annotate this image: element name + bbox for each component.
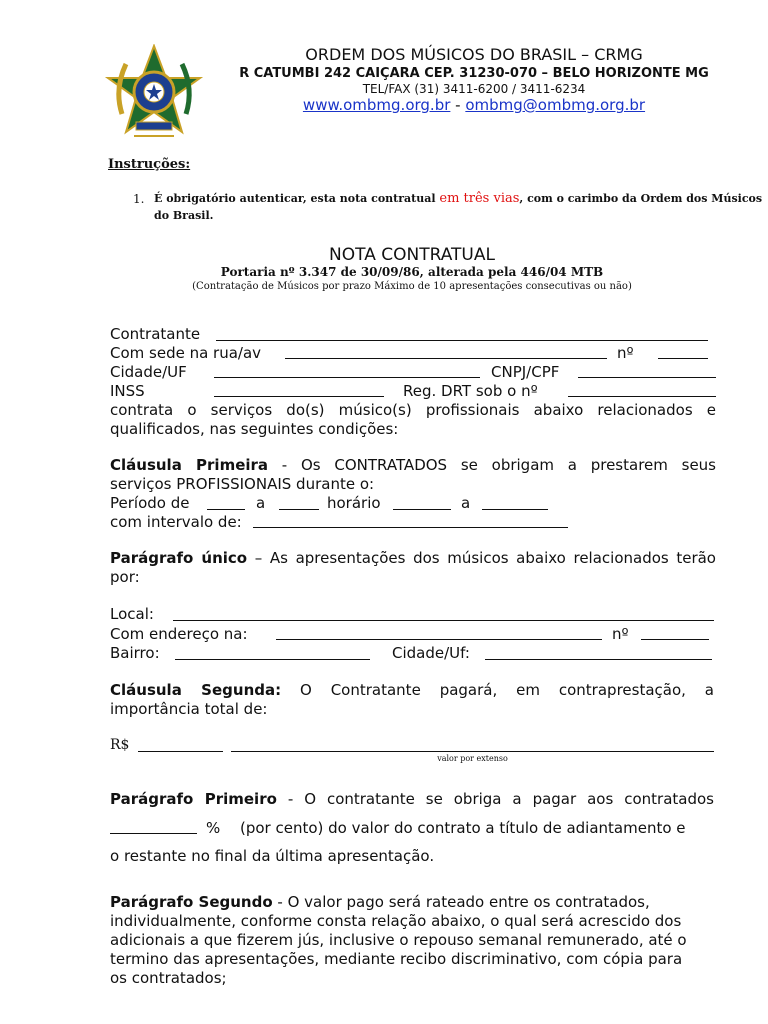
- org-contacts: [232, 96, 716, 115]
- intervalo-field[interactable]: [253, 527, 568, 528]
- valor-numerico-field[interactable]: [138, 751, 223, 752]
- percent-symbol: %: [206, 819, 221, 837]
- horario-label: horário: [327, 494, 381, 512]
- endereco-field[interactable]: [276, 639, 602, 640]
- paragrafo-primeiro-heading: Parágrafo Primeiro: [110, 790, 277, 808]
- endereco-label: Com endereço na:: [110, 625, 248, 643]
- sede-field[interactable]: [285, 358, 607, 359]
- document-title: NOTA CONTRATUAL: [329, 245, 495, 265]
- clausula-primeira-heading: Cláusula Primeira: [110, 456, 269, 474]
- paragrafo-primeiro-line-2: (por cento) do valor do contrato a título de adiantamento e: [240, 819, 686, 837]
- valor-extenso-caption: valor por extenso: [437, 754, 508, 763]
- percentual-field[interactable]: [110, 833, 197, 834]
- local-field[interactable]: [173, 620, 714, 621]
- paragrafo-segundo-line-1: Parágrafo Segundo - O valor pago será rateado entre os contratados,: [110, 893, 650, 911]
- paragrafo-segundo-line-2: individualmente, conforme consta relação abaixo, o qual será acrescido dos: [110, 912, 682, 930]
- periodo-label: Período de: [110, 494, 190, 512]
- paragrafo-unico-heading: Parágrafo único: [110, 549, 248, 567]
- paragrafo-primeiro-line-3: o restante no final da última apresentação.: [110, 847, 435, 865]
- portaria-line: Portaria nº 3.347 de 30/09/86, alterada pela 446/04 MTB: [220, 265, 604, 279]
- periodo-a-label: a: [256, 494, 266, 512]
- reg-drt-label: Reg. DRT sob o nº: [403, 382, 538, 400]
- paragrafo-segundo-line-4: termino das apresentações, mediante recibo discriminativo, com cópia para: [110, 950, 683, 968]
- cidade-uf-label: Cidade/UF: [110, 363, 187, 381]
- contratante-field[interactable]: [216, 340, 708, 341]
- inss-field[interactable]: [214, 396, 384, 397]
- org-address: R CATUMBI 242 CAIÇARA CEP. 31230-070 – BELO HORIZONTE MG: [239, 66, 709, 81]
- instruction-text-after: , com o carimbo da Ordem dos Músicos: [519, 192, 763, 205]
- contrata-line-1: contrata o serviços do(s) músico(s) profissionais abaixo relacionados e: [110, 401, 716, 419]
- org-phone: TEL/FAX (31) 3411-6200 / 3411-6234: [362, 82, 586, 96]
- paragrafo-unico-line-2: por:: [110, 568, 140, 586]
- instruction-line-2: do Brasil.: [154, 209, 214, 222]
- paragrafo-unico-line-1: Parágrafo único – As apresentações dos músicos abaixo relacionados terão: [110, 549, 716, 567]
- instruction-number: 1.: [133, 192, 145, 206]
- instruction-highlight: em três vias: [439, 191, 520, 206]
- valor-extenso-field[interactable]: [231, 751, 714, 752]
- cidade-uf-field[interactable]: [214, 377, 480, 378]
- intervalo-label: com intervalo de:: [110, 513, 242, 531]
- contact-separator: -: [450, 96, 466, 114]
- horario-fim-field[interactable]: [482, 509, 548, 510]
- clausula-primeira-line-2: serviços PROFISSIONAIS durante o:: [110, 475, 375, 493]
- website-link[interactable]: www.ombmg.org.br: [302, 96, 451, 114]
- inss-label: INSS: [110, 382, 145, 400]
- bairro-field[interactable]: [175, 659, 370, 660]
- brazil-coat-of-arms-emblem: [104, 44, 204, 140]
- endereco-numero-label: nº: [612, 625, 629, 643]
- paragrafo-segundo-line-5: os contratados;: [110, 969, 227, 987]
- cnpj-field[interactable]: [578, 377, 716, 378]
- currency-label: R$: [110, 737, 130, 753]
- org-name: ORDEM DOS MÚSICOS DO BRASIL – CRMG: [305, 45, 643, 64]
- paragrafo-primeiro-line-1: Parágrafo Primeiro - O contratante se obriga a pagar aos contratados: [110, 790, 714, 808]
- instructions-title: Instruções:: [108, 157, 191, 172]
- instruction-text: É obrigatório autenticar, esta nota contratual: [154, 192, 440, 205]
- paragrafo-segundo-line-3: adicionais a que fizerem jús, inclusive o repouso semanal remunerado, até o: [110, 931, 687, 949]
- periodo-inicio-field[interactable]: [207, 509, 245, 510]
- emblem-ribbon: [136, 122, 172, 130]
- cnpj-label: CNPJ/CPF: [491, 363, 560, 381]
- clausula-segunda-line-2: importância total de:: [110, 700, 268, 718]
- clausula-primeira-line-1: Cláusula Primeira - Os CONTRATADOS se obrigam a prestarem seus: [110, 456, 716, 474]
- email-link[interactable]: ombmg@ombmg.org.br: [465, 96, 646, 114]
- periodo-fim-field[interactable]: [279, 509, 319, 510]
- bairro-label: Bairro:: [110, 644, 160, 662]
- clausula-segunda-heading: Cláusula Segunda:: [110, 681, 282, 699]
- cidade-uf-2-label: Cidade/Uf:: [392, 644, 470, 662]
- cidade-uf-2-field[interactable]: [485, 659, 712, 660]
- sede-label: Com sede na rua/av: [110, 344, 262, 362]
- instruction-line-1: [154, 189, 762, 208]
- document-subtitle: (Contratação de Músicos por prazo Máximo de 10 apresentações consecutivas ou não): [192, 281, 632, 292]
- sede-numero-label: nº: [617, 344, 634, 362]
- horario-inicio-field[interactable]: [393, 509, 451, 510]
- sede-numero-field[interactable]: [658, 358, 708, 359]
- contratante-label: Contratante: [110, 325, 201, 343]
- local-label: Local:: [110, 605, 154, 623]
- contrata-line-2: qualificados, nas seguintes condições:: [110, 420, 399, 438]
- endereco-numero-field[interactable]: [641, 639, 709, 640]
- reg-drt-field[interactable]: [568, 396, 716, 397]
- clausula-segunda-line-1: Cláusula Segunda: O Contratante pagará, em contraprestação, a: [110, 681, 714, 699]
- horario-a-label: a: [461, 494, 471, 512]
- paragrafo-segundo-heading: Parágrafo Segundo: [110, 893, 273, 911]
